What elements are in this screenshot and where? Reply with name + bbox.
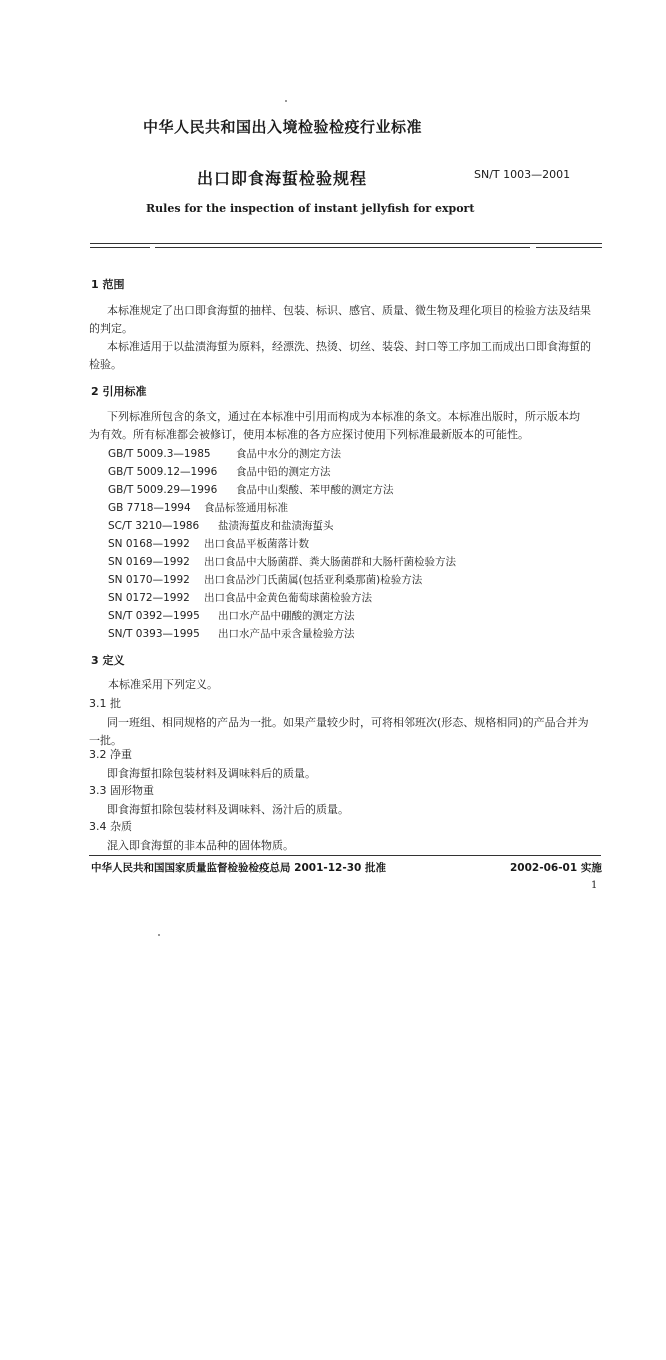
reference-item — [108, 626, 355, 641]
reference-item — [108, 608, 355, 623]
approval-line: 中华人民共和国国家质量监督检验检疫总局 2001-12-30 批准 — [91, 862, 386, 874]
reference-code: GB/T 5009.3—1985 — [108, 448, 211, 460]
reference-code: SN/T 0392—1995 — [108, 610, 200, 622]
reference-name: 食品中铅的测定方法 — [236, 466, 331, 478]
reference-name: 出口水产品中汞含量检验方法 — [218, 628, 355, 640]
reference-code: GB/T 5009.29—1996 — [108, 484, 218, 496]
reference-item — [108, 500, 288, 515]
reference-name: 食品标签通用标准 — [204, 502, 288, 514]
section-2-paragraph-line-1: 下列标准所包含的条文，通过在本标准中引用而构成为本标准的条文。本标准出版时，所示版本均 — [107, 410, 580, 423]
scan-speck — [158, 934, 160, 936]
standard-category-heading: 中华人民共和国出入境检验检疫行业标准 — [143, 118, 423, 136]
reference-code: SN 0168—1992 — [108, 538, 190, 550]
reference-item — [108, 536, 309, 551]
reference-name: 出口食品中金黄色葡萄球菌检验方法 — [204, 592, 372, 604]
section-1-paragraph-1-line-2: 的判定。 — [89, 322, 133, 335]
reference-code: GB/T 5009.12—1996 — [108, 466, 218, 478]
reference-item — [108, 482, 394, 497]
reference-code: SN 0169—1992 — [108, 556, 190, 568]
section-1-heading: 1 范围 — [91, 278, 125, 291]
effective-date: 2002-06-01 实施 — [510, 862, 602, 874]
header-divider-left — [90, 247, 150, 248]
header-divider-right — [536, 247, 602, 248]
section-2-paragraph-line-2: 为有效。所有标准都会被修订，使用本标准的各方应探讨使用下列标准最新版本的可能性。 — [89, 428, 529, 441]
definition-3-3-heading: 3.3 固形物重 — [89, 784, 154, 797]
reference-item — [108, 590, 372, 605]
definition-3-1-heading: 3.1 批 — [89, 697, 121, 710]
definition-3-4-heading: 3.4 杂质 — [89, 820, 132, 833]
reference-item — [108, 518, 334, 533]
reference-code: SN/T 0393—1995 — [108, 628, 200, 640]
reference-name: 食品中山梨酸、苯甲酸的测定方法 — [236, 484, 394, 496]
reference-item — [108, 446, 341, 461]
section-2-heading: 2 引用标准 — [91, 385, 147, 398]
section-1-paragraph-2-line-2: 检验。 — [89, 358, 122, 371]
reference-name: 出口食品平板菌落计数 — [204, 538, 309, 550]
reference-name: 出口食品中大肠菌群、粪大肠菌群和大肠杆菌检验方法 — [204, 556, 456, 568]
section-1-paragraph-2-line-1: 本标准适用于以盐渍海蜇为原料，经漂洗、热烫、切丝、装袋、封口等工序加工而成出口即食海蜇的 — [107, 340, 591, 353]
reference-name: 出口食品沙门氏菌属(包括亚利桑那菌)检验方法 — [204, 574, 423, 586]
section-1-paragraph-1-line-1: 本标准规定了出口即食海蜇的抽样、包装、标识、感官、质量、微生物及理化项目的检验方法及结果 — [107, 304, 591, 317]
reference-code: SN 0170—1992 — [108, 574, 190, 586]
reference-code: SC/T 3210—1986 — [108, 520, 200, 532]
document-title: 出口即食海蜇检验规程 — [197, 169, 368, 188]
section-3-intro: 本标准采用下列定义。 — [108, 678, 218, 691]
reference-item — [108, 572, 422, 587]
reference-code: GB 7718—1994 — [108, 502, 191, 514]
reference-code: SN 0172—1992 — [108, 592, 190, 604]
section-3-heading: 3 定义 — [91, 654, 125, 667]
english-title: Rules for the inspection of instant jellyfish for export — [146, 202, 475, 215]
page-number: 1 — [591, 880, 598, 891]
definition-3-4-text: 混入即食海蜇的非本品种的固体物质。 — [107, 839, 294, 852]
scan-speck — [285, 100, 287, 102]
definition-3-3-text: 即食海蜇扣除包装材料及调味料、汤汁后的质量。 — [107, 803, 349, 816]
definition-3-2-heading: 3.2 净重 — [89, 748, 132, 761]
reference-item — [108, 464, 331, 479]
reference-name: 盐渍海蜇皮和盐渍海蜇头 — [218, 520, 334, 532]
header-divider-top — [90, 243, 602, 244]
reference-name: 食品中水分的测定方法 — [236, 448, 341, 460]
definition-3-1-line-2: 一批。 — [89, 734, 122, 747]
reference-name: 出口水产品中硼酸的测定方法 — [218, 610, 355, 622]
definition-3-1-line-1: 同一班组、相同规格的产品为一批。如果产量较少时，可将相邻班次(形态、规格相同)的产品合并为 — [107, 716, 589, 729]
footer-divider — [89, 855, 601, 856]
definition-3-2-text: 即食海蜇扣除包装材料及调味料后的质量。 — [107, 767, 316, 780]
reference-item — [108, 554, 456, 569]
header-divider-middle — [155, 247, 530, 248]
standard-code: SN/T 1003—2001 — [474, 168, 571, 181]
